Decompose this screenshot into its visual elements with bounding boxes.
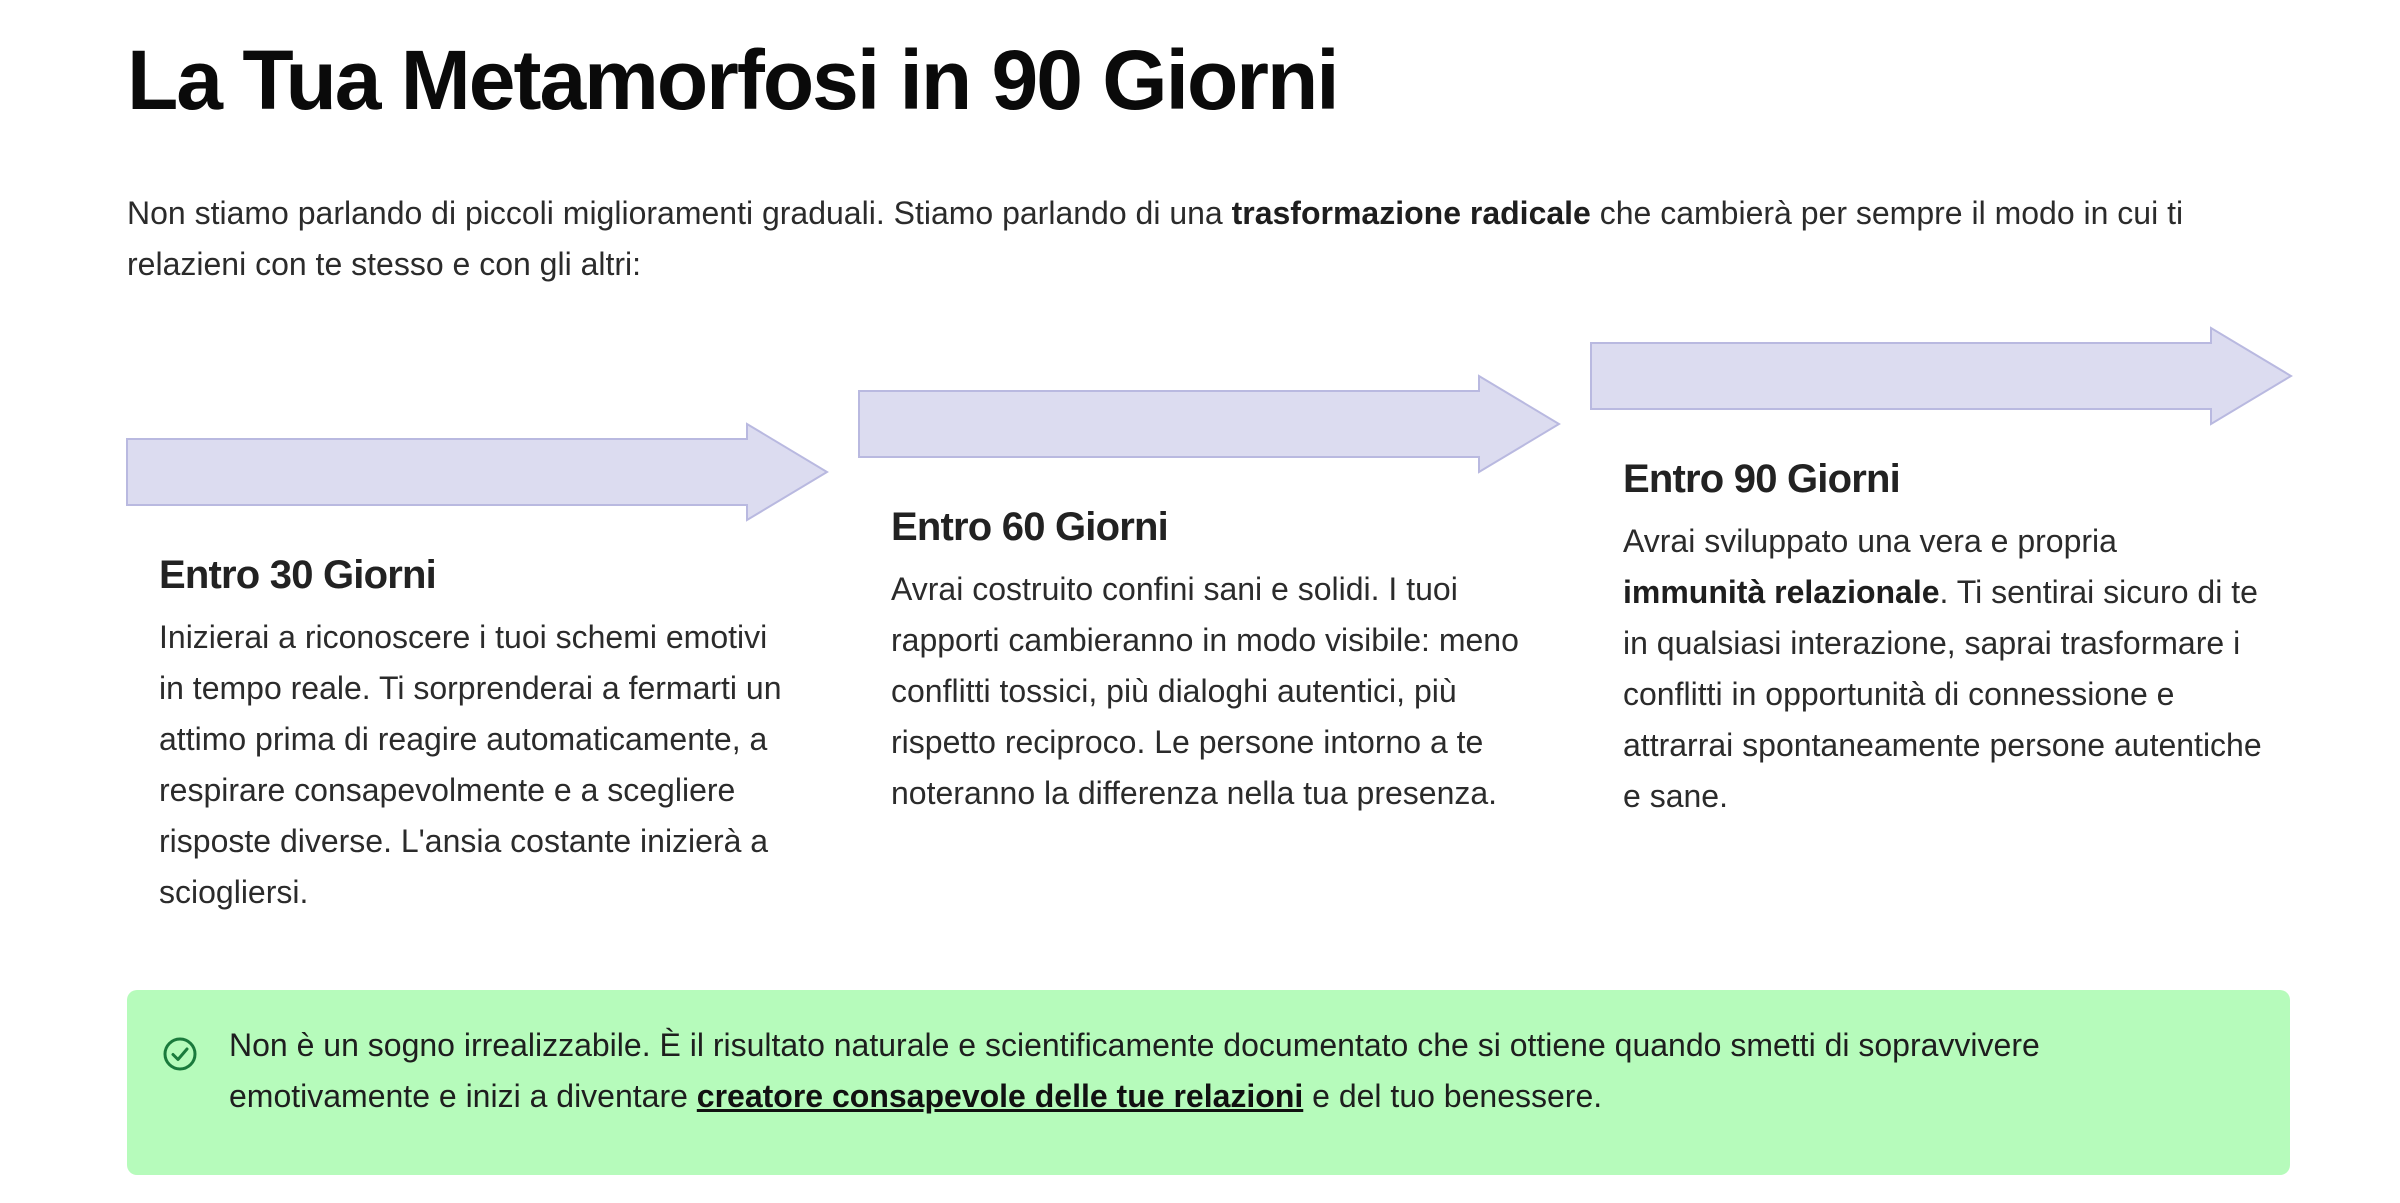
intro-text-end: che cambierà per sempre il modo in cui ti relazieni con te stesso e con gli altri: — [127, 195, 2184, 282]
stage-90-days — [1623, 452, 2263, 822]
stage-60-days — [891, 500, 1531, 819]
intro-paragraph — [127, 188, 2277, 290]
intro-emphasis: trasformazione radicale — [1231, 195, 1591, 231]
stage-description — [891, 564, 1531, 819]
arrow-30-days — [127, 424, 827, 520]
success-callout — [127, 990, 2290, 1175]
arrow-90-days — [1591, 328, 2291, 424]
stage-emphasis: immunità relazionale — [1623, 574, 1940, 610]
page-title: La Tua Metamorfosi in 90 Giorni — [127, 33, 1338, 127]
stage-30-days — [159, 548, 799, 918]
stage-title: Entro 60 Giorni — [891, 505, 1168, 549]
check-circle-icon — [162, 1036, 198, 1072]
arrow-60-days — [859, 376, 1559, 472]
stage-text: Avrai costruito confini sani e solidi. I tuoi rapporti cambieranno in modo visibile: meno conflitti tossici, più dialoghi autentici, più rispetto reciproco. Le persone intorno a te noteranno la differenza nella tua presenza. — [891, 571, 1519, 811]
stage-description — [1623, 516, 2263, 822]
callout-text — [229, 1020, 2209, 1122]
callout-text-end: e del tuo benessere. — [1303, 1078, 1603, 1114]
intro-text-start: Non stiamo parlando di piccoli miglioramenti graduali. Stiamo parlando di una — [127, 195, 1232, 231]
creator-relations-link[interactable]: creatore consapevole delle tue relazioni — [696, 1078, 1304, 1114]
stage-text: Avrai sviluppato una vera e propria — [1623, 523, 2117, 559]
stage-title: Entro 90 Giorni — [1623, 457, 1900, 501]
stage-description — [159, 612, 799, 918]
stage-text-end: . Ti sentirai sicuro di te in qualsiasi interazione, saprai trasformare i conflitti in opportunità di connessione e attrarrai spontaneamente persone autentiche e sane. — [1623, 574, 2262, 814]
stage-title: Entro 30 Giorni — [159, 553, 436, 597]
stage-text: Inizierai a riconoscere i tuoi schemi emotivi in tempo reale. Ti sorprenderai a fermarti un attimo prima di reagire automaticamente, a respirare consapevolmente e a scegliere risposte diverse. L'ansia costante inizierà a sciogliersi. — [159, 619, 782, 910]
callout-text-start: Non è un sogno irrealizzabile. È il risultato naturale e scientificamente documentato che si ottiene quando smetti di sopravvivere emotivamente e inizi a diventare — [229, 1027, 2040, 1114]
